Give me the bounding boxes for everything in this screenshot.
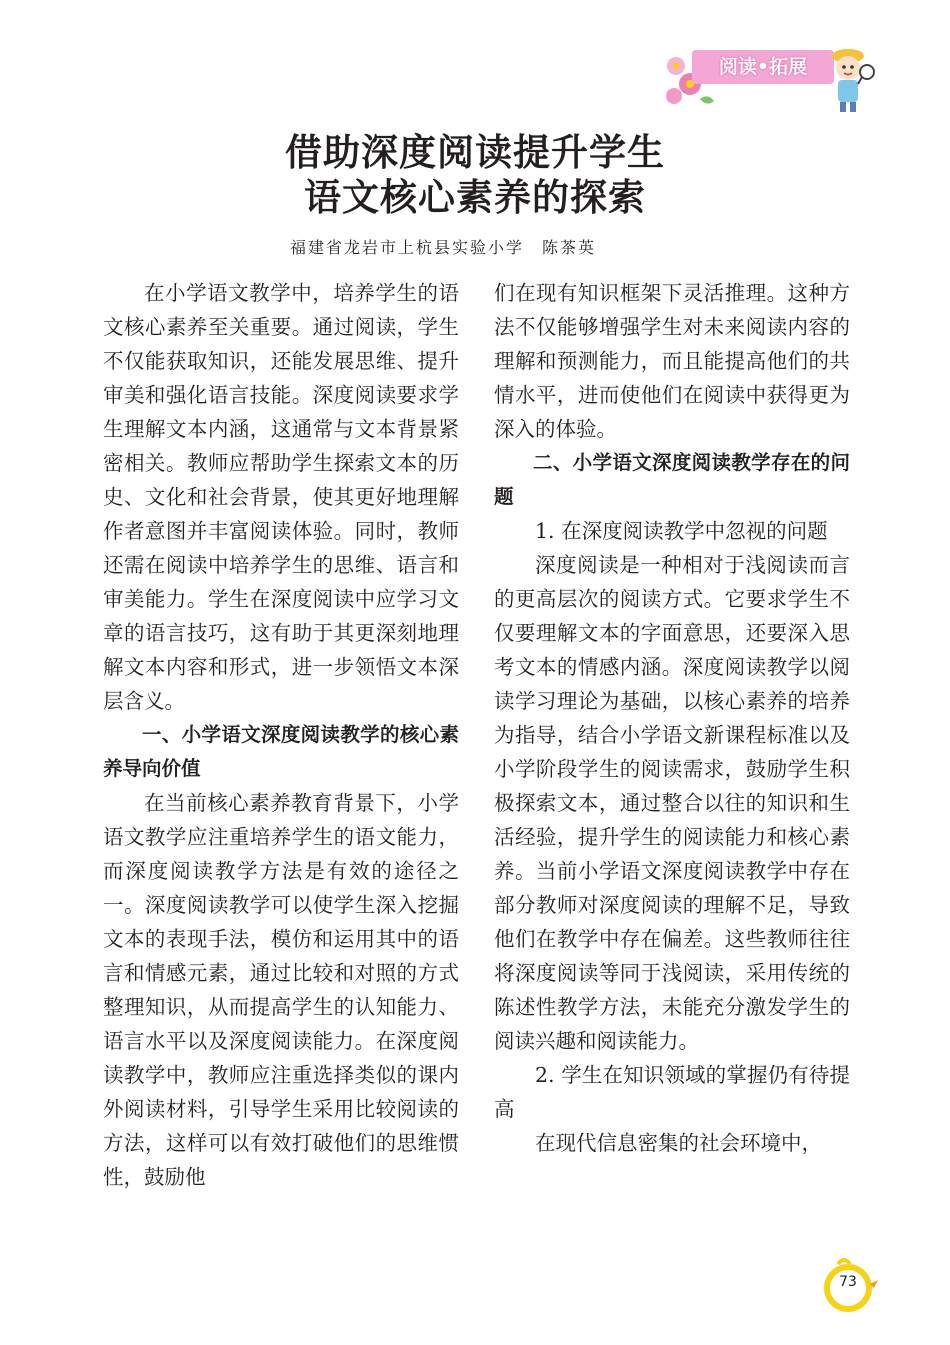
subsection-1-paragraph: 深度阅读是一种相对于浅阅读而言的更高层次的阅读方式。它要求学生不仅要理解文本的字面意思，还要深入思考文本的情感内涵。深度阅读教学以阅读学习理论为基础，以核心素养的培养为指导，结合小学语文新课程标准以及小学阶段学生的阅读需求，鼓励学生积极探索文本，通过整合以往的知识和生活经验，提升学生的阅读能力和核心素养。当前小学语文深度阅读教学中存在部分教师对深度阅读的理解不足，导致他们在教学中存在偏差。这些教师往往将深度阅读等同于浅阅读，采用传统的陈述性教学方法，未能充分激发学生的阅读兴趣和阅读能力。: [494, 553, 850, 1053]
right-column: [494, 276, 850, 1160]
subsection-2-paragraph: 在现代信息密集的社会环境中，: [535, 1131, 822, 1155]
article-title: [0, 130, 950, 220]
continued-paragraph: 们在现有知识框架下灵活推理。这种方法不仅能够增强学生对未来阅读内容的理解和预测能力，而且能提高他们的共情水平，进而使他们在阅读中获得更为深入的体验。: [494, 281, 850, 441]
section-badge-label: 阅读•拓展: [692, 50, 834, 84]
subsection-heading-1: 1. 在深度阅读教学中忽视的问题: [535, 519, 828, 543]
author-byline: 福建省龙岩市上杭县实验小学 陈茶英: [290, 238, 597, 257]
subsection-heading-2: 2. 学生在知识领域的掌握仍有待提高: [494, 1063, 850, 1121]
page-number: 73: [839, 1274, 857, 1290]
left-column: [103, 276, 459, 1194]
reading-child-icon: [820, 44, 880, 114]
article-title-line-1: 借助深度阅读提升学生: [285, 131, 665, 174]
section-heading-1: 一、小学语文深度阅读教学的核心素养导向价值: [103, 723, 459, 780]
intro-paragraph: 在小学语文教学中，培养学生的语文核心素养至关重要。通过阅读，学生不仅能获取知识，还能发展思维、提升审美和强化语言技能。深度阅读要求学生理解文本内涵，这通常与文本背景紧密相关。教师应帮助学生探索文本的历史、文化和社会背景，使其更好地理解作者意图并丰富阅读体验。同时，教师还需在阅读中培养学生的思维、语言和审美能力。学生在深度阅读中应学习文章的语言技巧，这有助于其更深刻地理解文本内容和形式，进一步领悟文本深层含义。: [103, 281, 459, 713]
section-heading-2: 二、小学语文深度阅读教学存在的问题: [494, 451, 850, 508]
article-title-line-2: 语文核心素养的探索: [304, 176, 646, 219]
page-number-badge: [816, 1254, 880, 1318]
section-1-paragraph: 在当前核心素养教育背景下，小学语文教学应注重培养学生的语文能力，而深度阅读教学方法是有效的途径之一。深度阅读教学可以使学生深入挖掘文本的表现手法，模仿和运用其中的语言和情感元素，通过比较和对照的方式整理知识，从而提高学生的认知能力、语言水平以及深度阅读能力。在深度阅读教学中，教师应注重选择类似的课内外阅读材料，引导学生采用比较阅读的方法，这样可以有效打破他们的思维惯性，鼓励他: [103, 791, 459, 1189]
section-badge: [660, 44, 880, 114]
